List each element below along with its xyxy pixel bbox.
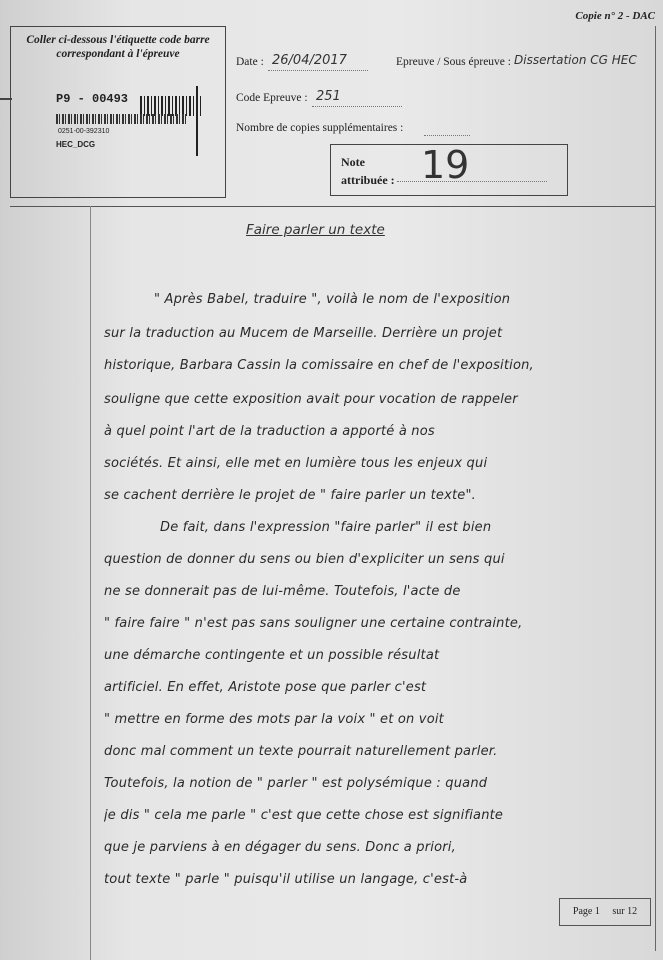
essay-line: " Après Babel, traduire ", voilà le nom de l'exposition [154,292,511,307]
grade-dotline [397,181,547,182]
sheet-right-border [655,26,656,951]
page-number: Page 1 [572,906,600,917]
grade-label-line1: Note [341,155,365,169]
margin-line [90,206,91,960]
barcode-exam: HEC_DCG [56,140,96,149]
essay-line: De fait, dans l'expression "faire parler" il est bien [160,520,492,535]
page-total: sur 12 [612,906,638,917]
barcode-number: 0251-00-392310 [58,128,110,135]
essay-line: Toutefois, la notion de " parler " est polysémique : quand [104,776,488,791]
essay-line: se cachent derrière le projet de " faire parler un texte". [104,488,477,503]
grade-value: 19 [421,143,470,187]
essay-line: " mettre en forme des mots par la voix " et on voit [104,712,444,727]
essay-line: ne se donnerait pas de lui-même. Toutefois, l'acte de [104,584,461,599]
essay-line: donc mal comment un texte pourrait naturellement parler. [104,744,498,759]
barcode-divider [196,86,198,156]
writing-area-top-border [10,206,656,207]
essay-line: une démarche contingente et un possible résultat [104,648,440,663]
essay-line: historique, Barbara Cassin la comissaire en chef de l'exposition, [104,358,534,373]
barcode-strip-icon [56,114,186,124]
essay-line: question de donner du sens ou bien d'expliciter un sens qui [104,552,505,567]
copies-dotline [424,135,470,136]
barcode-sticker [56,92,206,162]
page-indicator [559,898,651,926]
essay-line: je dis " cela me parle " c'est que cette chose est signifiante [104,808,504,823]
essay-line: que je parviens à en dégager du sens. Donc a priori, [104,840,456,855]
date-dotline [268,70,368,71]
essay-line: " faire faire " n'est pas sans souligner une certaine contrainte, [104,616,523,631]
barcode-instruction: Coller ci-dessous l'étiquette code barre correspondant à l'épreuve [26,34,210,60]
date-value: 26/04/2017 [272,53,347,68]
essay-line: sociétés. Et ainsi, elle met en lumière tous les enjeux qui [104,456,488,471]
code-value: 251 [316,89,341,104]
essay-line: tout texte " parle " puisqu'il utilise un langage, c'est-à [104,872,468,887]
epreuve-value: Dissertation CG HEC [514,53,637,67]
essay-line: sur la traduction au Mucem de Marseille. Derrière un projet [104,326,503,341]
code-dotline [312,106,402,107]
essay-title: Faire parler un texte [246,222,385,238]
copies-label: Nombre de copies supplémentaires : [236,122,404,134]
epreuve-label: Epreuve / Sous épreuve : [396,56,511,68]
grade-label-line2: attribuée : [341,173,395,187]
copy-number: Copie n° 2 - DAC [575,10,655,22]
grade-box [330,144,568,196]
barcode-bars-icon [140,96,202,116]
essay-line: à quel point l'art de la traduction a apporté à nos [104,424,435,439]
date-label: Date : [236,56,264,68]
essay-line: souligne que cette exposition avait pour vocation de rappeler [104,392,518,407]
grade-label [341,153,395,189]
code-label: Code Epreuve : [236,92,308,104]
barcode-code: P9 - 00493 [56,92,129,106]
essay-line: artificiel. En effet, Aristote pose que parler c'est [104,680,427,695]
